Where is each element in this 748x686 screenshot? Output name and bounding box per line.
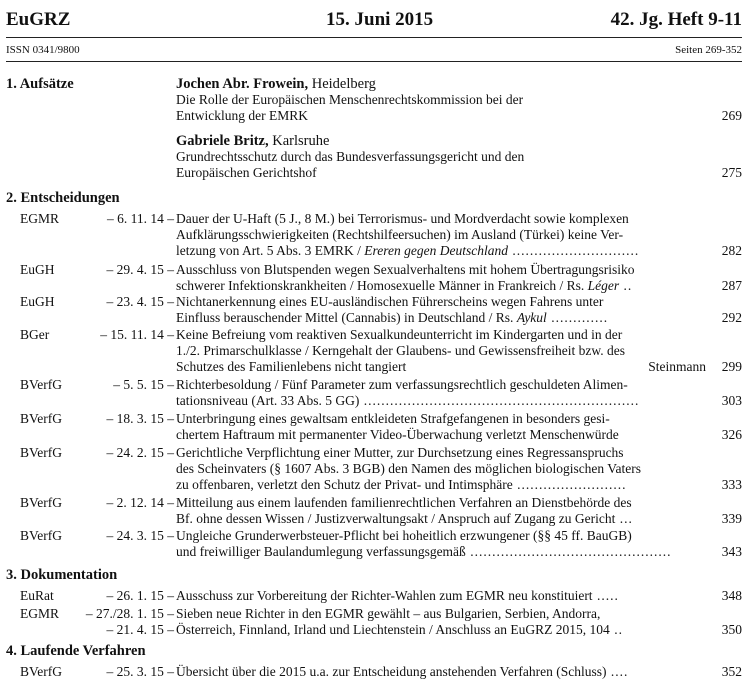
decision-date: – 26. 1. 15 – <box>106 588 174 603</box>
court-name: BVerfG <box>20 664 62 679</box>
leader-dots: ......................... <box>512 477 627 492</box>
decision-date: – 18. 3. 15 – <box>106 411 174 426</box>
article-title-line: Europäischen Gerichtshof <box>176 165 317 180</box>
decision-page: 292 <box>721 310 742 325</box>
header-rule <box>6 37 742 38</box>
decision-date: – 24. 2. 15 – <box>106 445 174 460</box>
court-name: EGMR <box>20 606 60 621</box>
documentation-text-line: Österreich, Finnland, Irland und Liechtenstein / Anschluss an EuGRZ 2015, 104 <box>176 622 610 637</box>
decision-date: – 6. 11. 14 – <box>107 211 174 226</box>
article-place: Karlsruhe <box>268 133 330 149</box>
judge-name: Steinmann <box>648 359 706 374</box>
decision-page: 303 <box>721 393 742 408</box>
decision-text-line: Mitteilung aus einem laufenden familienrechtlichen Verfahren an Dienstbehörde des <box>176 495 632 510</box>
decision-page: 287 <box>721 278 742 293</box>
decision-text-line: Aufklärungsschwierigkeiten (Rechtshilfeersuchen) im Ausland (Türkei) keine Ver- <box>176 227 624 242</box>
journal-header <box>6 5 742 33</box>
leader-dots: .............................................. <box>465 544 672 559</box>
decision-text-line: Einfluss berauschender Mittel (Cannabis) in Deutschland / Rs. <box>176 310 517 325</box>
decision-page: 343 <box>721 544 742 559</box>
decision-text-line: 1./2. Primarschulklasse / Kerngehalt der Glaubens- und Gewissensfreiheit bzw. des <box>176 343 626 358</box>
article-author: Gabriele Britz, <box>176 133 269 149</box>
leader-dots: ............................................................... <box>359 393 640 408</box>
decision-text-line: Richterbesoldung / Fünf Parameter zum verfassungsrechtlich geschuldeten Alimen- <box>176 377 628 392</box>
documentation-page: 350 <box>721 622 742 637</box>
court-name: BVerfG <box>20 377 62 392</box>
section-heading-decisions: 2. Entscheidungen <box>6 190 120 206</box>
court-name: EuRat <box>20 588 54 603</box>
documentation-page: 348 <box>721 588 742 603</box>
court-name: BVerfG <box>20 445 62 460</box>
article-place: Heidelberg <box>308 76 376 92</box>
case-name: Léger <box>587 278 620 293</box>
issn: ISSN 0341/9800 <box>6 44 80 56</box>
court-name: EuGH <box>20 262 55 277</box>
section-heading-pending: 4. Laufende Verfahren <box>6 643 146 659</box>
court-name: BVerfG <box>20 528 62 543</box>
decision-page: 299 <box>721 359 742 374</box>
issue-date: 15. Juni 2015 <box>326 9 434 30</box>
decision-page: 282 <box>721 243 742 258</box>
article-title-line: Entwicklung der EMRK <box>176 108 308 123</box>
decision-text-line: schwerer Infektionskrankheiten / Homosexuelle Männer in Frankreich / Rs. <box>176 278 588 293</box>
decision-text-line: zu offenbaren, verletzt den Schutz der Privat- und Intimsphäre <box>176 477 513 492</box>
decision-text-line: Ausschluss von Blutspenden wegen Sexualverhaltens mit hohem Übertragungsrisiko <box>176 262 635 277</box>
decision-date: – 24. 3. 15 – <box>106 528 174 543</box>
decision-text-line: tationsniveau (Art. 33 Abs. 5 GG) <box>176 393 360 408</box>
subheader <box>6 44 742 56</box>
court-name: EGMR <box>20 211 60 226</box>
leader-dots: ............. <box>546 310 609 325</box>
decision-page: 326 <box>721 427 742 442</box>
decision-page: 339 <box>721 511 742 526</box>
decision-text-line: Schutzes des Familienlebens nicht tangiert <box>176 359 407 374</box>
leader-dots: ..... <box>592 588 619 603</box>
article-page: 275 <box>721 165 742 180</box>
article-page: 269 <box>721 108 742 123</box>
subheader-rule <box>6 61 742 62</box>
leader-dots: ............................. <box>507 243 640 258</box>
case-name: Aykul <box>516 310 547 325</box>
volume-issue: 42. Jg. Heft 9-11 <box>610 9 742 30</box>
decision-text-line: Dauer der U-Haft (5 J., 8 M.) bei Terrorismus- und Mordverdacht sowie komplexen <box>176 211 629 226</box>
article-author: Jochen Abr. Frowein, <box>176 76 309 92</box>
decision-text-line: chertem Haftraum mit permanenter Video-Überwachung verletzt Menschenwürde <box>176 427 619 442</box>
decision-date: – 5. 5. 15 – <box>113 377 174 392</box>
decision-text-line: Gerichtliche Verpflichtung einer Mutter, zur Durchsetzung eines Regressanspruchs <box>176 445 624 460</box>
pending-page: 352 <box>721 664 742 679</box>
decision-page: 333 <box>721 477 742 492</box>
decision-date: – 15. 11. 14 – <box>100 327 174 342</box>
leader-dots: .. <box>609 622 623 637</box>
decision-text-line: und freiwilliger Baulandumlegung verfassungsgemäß <box>176 544 466 559</box>
case-name: Ereren gegen Deutschland <box>364 243 508 258</box>
court-name: BVerfG <box>20 495 62 510</box>
decision-date: – 27./28. 1. 15 – <box>85 606 174 621</box>
page-range: Seiten 269-352 <box>675 44 742 56</box>
decision-date: – 25. 3. 15 – <box>106 664 174 679</box>
article-title-line: Die Rolle der Europäischen Menschenrechtskommission bei der <box>176 92 524 107</box>
decision-date: – 2. 12. 14 – <box>106 495 174 510</box>
decision-text-line: des Scheinvaters (§ 1607 Abs. 3 BGB) den Namen des möglichen biologischen Vaters <box>176 461 642 476</box>
journal-title: EuGRZ <box>6 9 71 30</box>
leader-dots: .... <box>606 664 629 679</box>
pending-text-line: Übersicht über die 2015 u.a. zur Entscheidung anstehenden Verfahren (Schluss) <box>176 664 607 679</box>
section-heading-documentation: 3. Dokumentation <box>6 567 118 583</box>
section-heading-articles: 1. Aufsätze <box>6 76 74 92</box>
decision-date: – 29. 4. 15 – <box>106 262 174 277</box>
documentation-text-line: Sieben neue Richter in den EGMR gewählt – aus Bulgarien, Serbien, Andorra, <box>176 606 601 621</box>
leader-dots: .. <box>619 278 633 293</box>
court-name: BGer <box>20 327 50 342</box>
documentation-text-line: Ausschuss zur Vorbereitung der Richter-Wahlen zum EGMR neu konstituiert <box>176 588 593 603</box>
court-name: BVerfG <box>20 411 62 426</box>
decision-text-line: Unterbringung eines gewaltsam entkleideten Strafgefangenen in besonders gesi- <box>176 411 610 426</box>
decision-text-line: Ungleiche Grunderwerbsteuer-Pflicht bei hoheitlich erzwungener (§§ 45 ff. BauGB) <box>176 528 632 543</box>
court-name: EuGH <box>20 294 55 309</box>
decision-text-line: Nichtanerkennung eines EU-ausländischen Führerscheins wegen Fahrens unter <box>176 294 604 309</box>
decision-text-line: Keine Befreiung vom reaktiven Sexualkundeunterricht im Kindergarten und in der <box>176 327 623 342</box>
decision-date: – 23. 4. 15 – <box>106 294 174 309</box>
decision-text-line: letzung von Art. 5 Abs. 3 EMRK / <box>176 243 365 258</box>
article-title-line: Grundrechtsschutz durch das Bundesverfassungsgericht und den <box>176 149 525 164</box>
leader-dots: ... <box>615 511 633 526</box>
decision-text-line: Bf. ohne dessen Wissen / Justizverwaltungsakt / Anspruch auf Zugang zu Gericht <box>176 511 616 526</box>
decision-date: – 21. 4. 15 – <box>106 622 174 637</box>
